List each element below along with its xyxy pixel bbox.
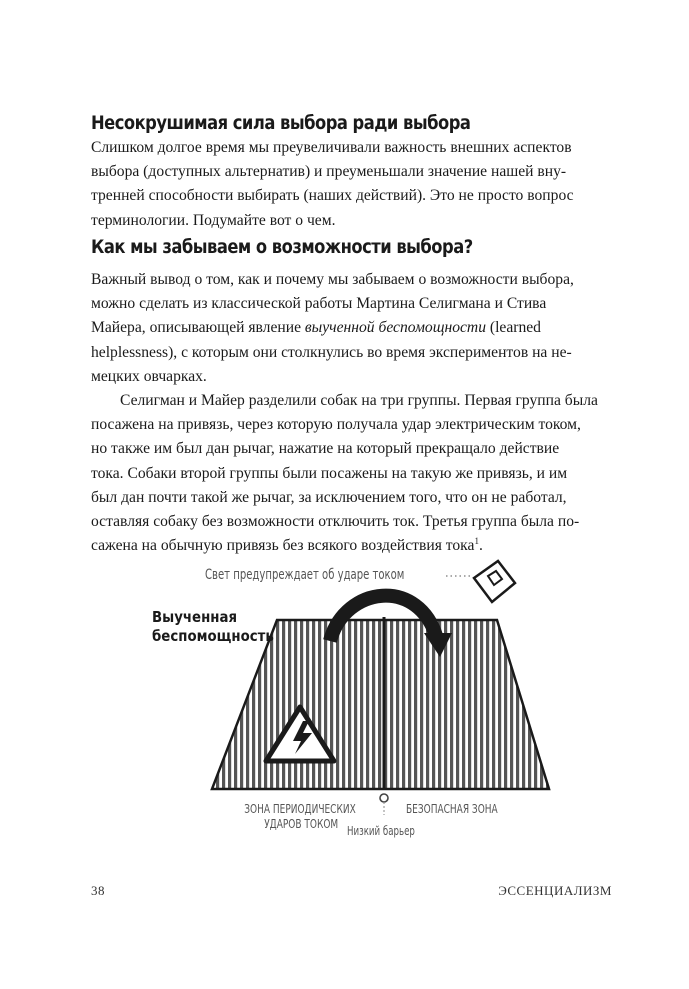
section-heading-1: Несокрушимая сила выбора ради выбора	[91, 112, 471, 134]
zone-shock-line: ЗОНА ПЕРИОДИЧЕСКИХ	[244, 801, 356, 816]
figure-title-line: беспомощность	[152, 627, 274, 645]
text-line: был дан почти такой же рычаг, за исключением того, что он не работал,	[91, 488, 567, 506]
barrier-marker	[380, 794, 388, 802]
text-line: тренней способности выбирать (наших действий). Это не просто вопрос	[91, 187, 574, 205]
light-label: Свет предупреждает об ударе током	[205, 567, 405, 583]
text-run: .	[478, 537, 483, 555]
text-line	[91, 316, 612, 340]
paragraph-choice-power	[91, 136, 612, 233]
text-line: тока. Собаки второй группы были посажены на такую же привязь, и им	[91, 464, 568, 482]
page-number: 38	[91, 883, 105, 898]
emphasis-term: выученной беспомощности	[304, 319, 486, 337]
figure-title	[152, 608, 274, 646]
zone-shock-line: УДАРОВ ТОКОМ	[264, 816, 339, 831]
text-line: helplessness), с которым они столкнулись во время экспериментов на не-	[91, 343, 572, 361]
text-line: оставляя собаку без возможности отключить ток. Третья группа была по-	[91, 513, 580, 531]
paragraph-three-groups	[91, 389, 612, 558]
text-run: сажена на обычную привязь без всякого воздействия тока	[91, 537, 475, 555]
text-line: Селигман и Майер разделили собак на три группы. Первая группа была	[120, 392, 598, 409]
text-run: Майера, описывающей явление	[91, 319, 305, 337]
text-line: но также им был дан рычаг, нажатие на который прекращало действие	[91, 440, 560, 458]
running-title: ЭССЕНЦИАЛИЗМ	[498, 883, 612, 898]
zone-safe-label: БЕЗОПАСНАЯ ЗОНА	[406, 801, 498, 816]
barrier-label: Низкий барьер	[347, 824, 415, 838]
text-line: Слишком долгое время мы преувеличивали важность внешних аспектов	[91, 139, 572, 156]
text-line: выбора (доступных альтернатив) и преуменьшали значение нашей вну-	[91, 163, 567, 181]
footnote-reference[interactable]: 1	[474, 536, 479, 547]
zone-shock-label	[236, 801, 364, 831]
text-line: можно сделать из классической работы Мартина Селигмана и Стива	[91, 295, 547, 313]
text-line: терминологии. Подумайте вот о чем.	[91, 211, 336, 229]
text-line: Важный вывод о том, как и почему мы забываем о возможности выбора,	[91, 271, 574, 288]
section-heading-2: Как мы забываем о возможности выбора?	[91, 236, 473, 258]
paragraph-seligman-intro	[91, 268, 612, 389]
learned-helplessness-figure	[0, 555, 689, 855]
text-run: (learned	[486, 319, 541, 337]
warning-light-icon	[474, 561, 515, 602]
text-line: мецких овчарках.	[91, 367, 207, 385]
text-line: посажена на привязь, через которую получала удар электрическим током,	[91, 416, 581, 434]
figure-title-line: Выученная	[152, 608, 238, 626]
